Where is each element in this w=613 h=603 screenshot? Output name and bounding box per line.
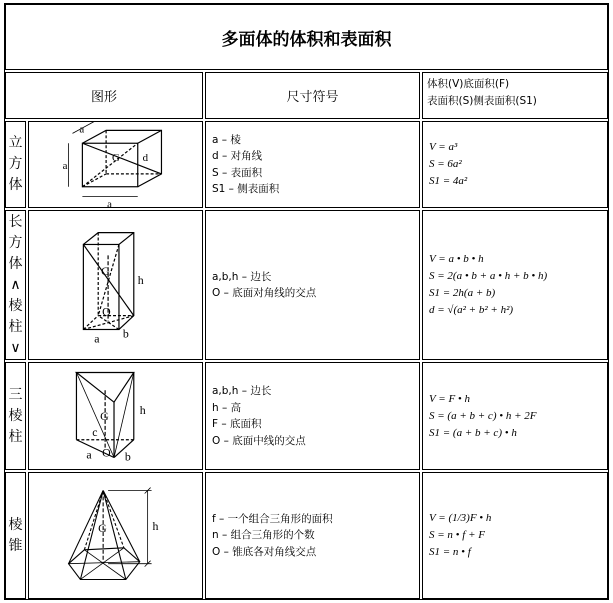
figure-cube [28,121,203,208]
prism-label: h [139,403,146,418]
formulas-pyramid [422,472,608,599]
pyramid-diagram [29,472,202,599]
symbols-cuboid [205,210,420,360]
name-char: 三 [8,386,23,403]
formula-line: S = n • f + F [429,529,485,541]
header-figure: 图形 [5,72,203,119]
header-symbols: 尺寸符号 [205,72,420,119]
cube-label: G [112,152,120,165]
name-char: 方 [8,234,23,251]
name-char: 锥 [8,537,23,554]
header-formula-line2: 表面积(S)侧表面积(S1) [427,95,537,107]
formula-line: S = (a + b + c) • h + 2F [429,409,537,422]
symbol-line: n – 组合三角形的个数 [212,529,315,542]
symbol-line: h – 高 [212,401,242,414]
row-name-cube [5,121,26,208]
formula-line: V = a³ [429,141,458,153]
prism-label: a [86,447,92,462]
formula-line: V = a • b • h [429,253,484,265]
formula-line: V = (1/3)F • h [429,512,492,524]
figure-triangular-prism [28,362,203,470]
name-char: 柱 [8,318,23,335]
row-name-pyramid [5,472,26,599]
name-char: 长 [8,213,23,230]
formula-line: S = 6a² [429,158,462,170]
symbol-line: S1 – 侧表面积 [212,183,280,195]
name-char: 立 [8,135,23,151]
triangular-prism-diagram [29,362,202,470]
formula-line: V = F • h [429,392,471,405]
symbol-line: a,b,h – 边长 [212,385,272,397]
figure-cuboid [28,210,203,360]
symbol-line: d – 对角线 [212,150,263,162]
name-char: 柱 [8,428,23,445]
prism-label: O [102,445,111,460]
cube-diagonal [82,143,161,174]
cuboid-label: G [101,264,110,279]
formula-line: S1 = 4a² [429,175,468,187]
row-name-triangular-prism [5,362,26,470]
cuboid-label: O [102,304,111,319]
symbol-line: O – 底面对角线的交点 [212,287,317,299]
symbol-line: F – 底面积 [212,418,262,430]
symbol-line: S – 表面积 [212,166,263,179]
formula-line: S1 = n • f [429,546,471,558]
cube-label: d [142,152,149,165]
symbol-line: f – 一个组合三角形的面积 [212,512,333,525]
cuboid-diagram [29,210,202,360]
symbol-line: a,b,h – 边长 [212,270,272,283]
symbol-line: O – 锥底各对角线交点 [212,545,317,558]
symbols-cube [205,121,420,208]
formula-line: S1 = 2h(a + b) [429,287,496,299]
symbol-line: a – 棱 [212,133,241,146]
name-char: ∧ [10,276,21,293]
name-char: 方 [8,156,23,172]
symbol-line: O – 底面中线的交点 [212,434,306,447]
row-name-cuboid [5,210,26,360]
cube-label: a [62,159,68,172]
figure-pyramid [28,472,203,599]
formula-line: S1 = (a + b + c) • h [429,426,517,439]
name-char: 体 [8,177,23,193]
table-title: 多面体的体积和表面积 [5,4,608,70]
name-char: ∨ [10,339,21,356]
formulas-triangular-prism [422,362,608,470]
prism-label: c [92,424,98,439]
formula-line: d = √(a² + b² + h²) [429,304,514,316]
cube-label: a [79,123,85,136]
name-char: 棱 [8,297,23,314]
header-formula-line1: 体积(V)底面积(F) [427,78,510,90]
formulas-cuboid [422,210,608,360]
cuboid-label: b [122,326,129,341]
cube-label: a [107,198,112,208]
pyramid-label: G [98,521,107,536]
cuboid-label: a [94,331,100,346]
formula-line: S = 2(a • b + a • h + b • h) [429,270,548,282]
header-formulas [422,72,608,119]
symbols-triangular-prism [205,362,420,470]
prism-label: b [124,449,131,464]
name-char: 棱 [8,516,23,533]
symbols-pyramid [205,472,420,599]
formulas-cube [422,121,608,208]
cube-diagram [29,121,202,208]
name-char: 体 [8,255,23,272]
cuboid-label: h [137,273,144,288]
name-char: 棱 [8,407,23,424]
prism-label: G [100,408,109,423]
pyramid-label: h [152,519,159,534]
